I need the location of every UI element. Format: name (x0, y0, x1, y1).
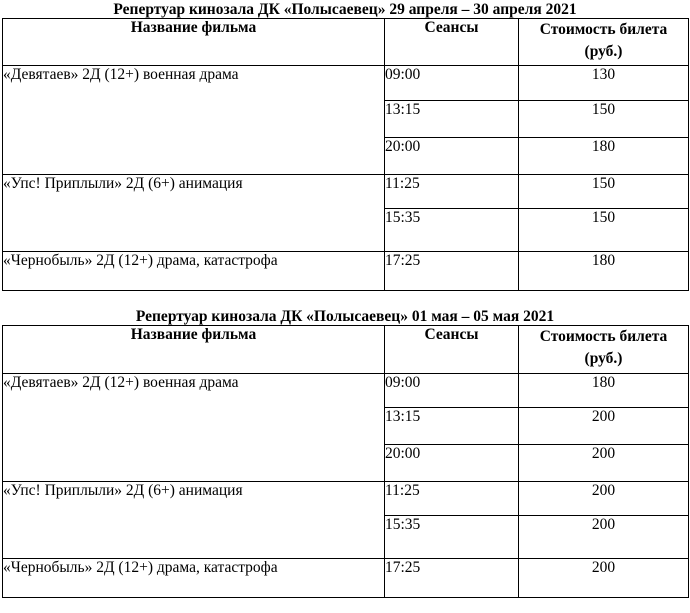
film-name: «Чернобыль» 2Д (12+) драма, катастрофа (3, 252, 385, 291)
ticket-price: 130 (519, 66, 689, 101)
header-price-line2: (руб.) (584, 350, 623, 367)
session-time: 20:00 (385, 445, 519, 482)
ticket-price: 180 (519, 138, 689, 175)
session-time: 17:25 (385, 252, 519, 291)
header-price-line2: (руб.) (584, 43, 623, 60)
session-time: 09:00 (385, 66, 519, 101)
film-name: «Чернобыль» 2Д (12+) драма, катастрофа (3, 559, 385, 598)
film-name: «Упс! Приплыли» 2Д (6+) анимация (3, 175, 385, 252)
film-name: «Упс! Приплыли» 2Д (6+) анимация (3, 482, 385, 559)
header-ticket-price (519, 19, 689, 66)
table-header-row (3, 19, 689, 66)
schedule-title: Репертуар кинозала ДК «Полысаевец» 29 апреля – 30 апреля 2021 (113, 1, 577, 18)
session-time: 13:15 (385, 408, 519, 445)
session-time: 13:15 (385, 101, 519, 138)
ticket-price: 150 (519, 175, 689, 209)
ticket-price: 200 (519, 516, 689, 559)
header-sessions: Сеансы (385, 326, 519, 374)
ticket-price: 200 (519, 408, 689, 445)
ticket-price: 150 (519, 209, 689, 252)
schedule-title: Репертуар кинозала ДК «Полысаевец» 01 мая – 05 мая 2021 (135, 308, 555, 325)
header-price-line1: Стоимость билета (539, 328, 668, 345)
ticket-price: 200 (519, 482, 689, 516)
session-time: 15:35 (385, 516, 519, 559)
session-time: 20:00 (385, 138, 519, 175)
ticket-price: 180 (519, 374, 689, 408)
film-name: «Девятаев» 2Д (12+) военная драма (3, 66, 385, 175)
table-row (3, 559, 689, 598)
ticket-price: 200 (519, 445, 689, 482)
header-sessions: Сеансы (385, 19, 519, 66)
ticket-price: 180 (519, 252, 689, 291)
header-ticket-price (519, 326, 689, 374)
table-row (3, 66, 689, 101)
ticket-price: 200 (519, 559, 689, 598)
table-row (3, 374, 689, 408)
table-row (3, 175, 689, 209)
schedule-table (2, 325, 689, 598)
header-price-line1: Стоимость билета (539, 21, 668, 38)
film-name: «Девятаев» 2Д (12+) военная драма (3, 374, 385, 482)
session-time: 15:35 (385, 209, 519, 252)
schedule-table (2, 18, 689, 291)
header-film-name: Название фильма (3, 19, 385, 66)
header-film-name: Название фильма (3, 326, 385, 374)
session-time: 17:25 (385, 559, 519, 598)
session-time: 11:25 (385, 175, 519, 209)
ticket-price: 150 (519, 101, 689, 138)
table-row (3, 252, 689, 291)
table-row (3, 482, 689, 516)
table-header-row (3, 326, 689, 374)
session-time: 11:25 (385, 482, 519, 516)
session-time: 09:00 (385, 374, 519, 408)
